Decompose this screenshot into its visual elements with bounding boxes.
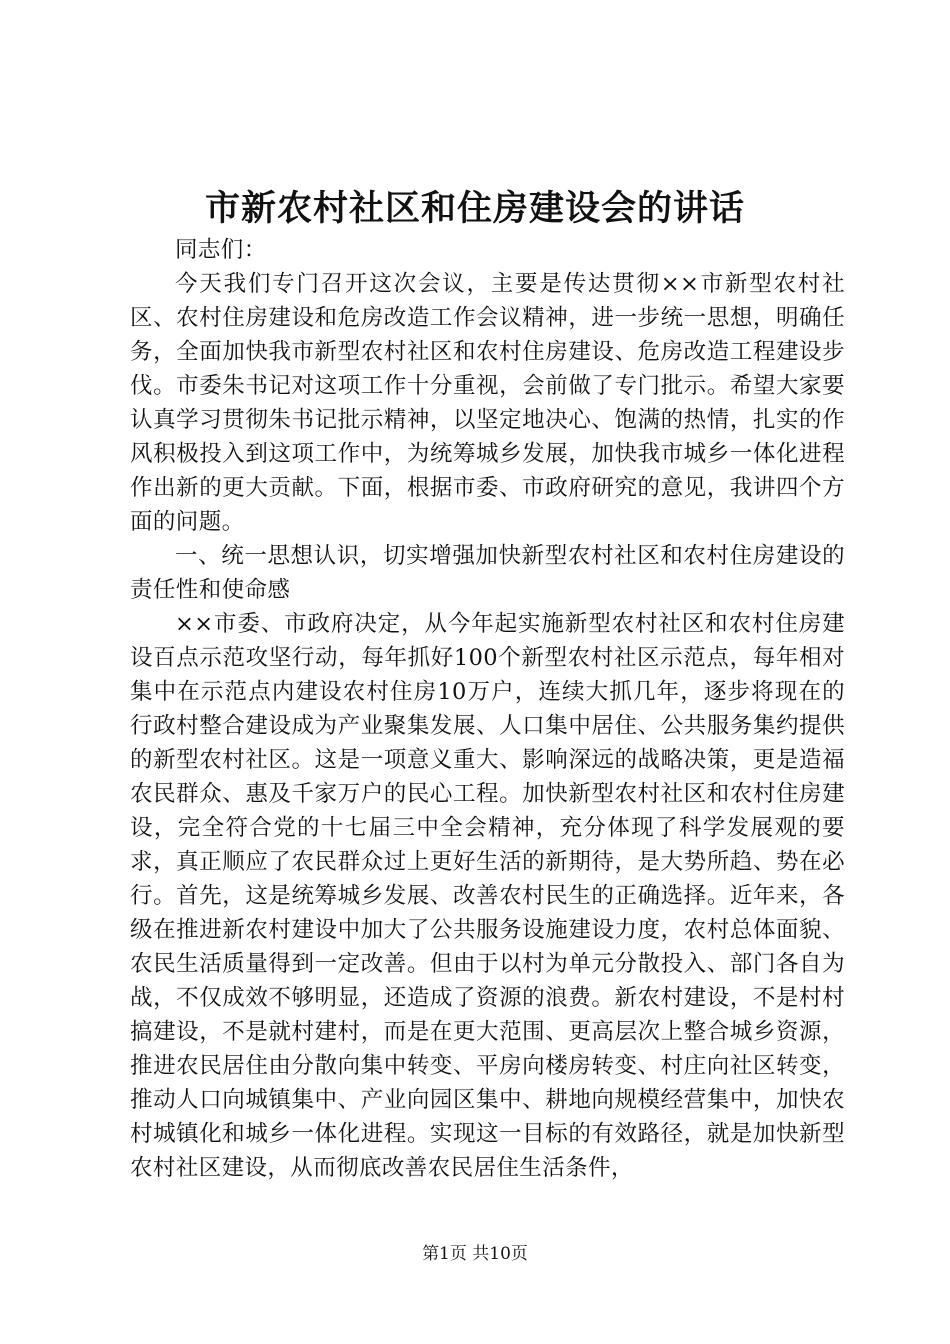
section-heading: 一、统一思想认识，切实增强加快新型农村社区和农村住房建设的责任性和使命感 [130,543,845,603]
intro-paragraph: 今天我们专门召开这次会议，主要是传达贯彻××市新型农村社区、农村住房建设和危房改造工作会议精神，进一步统一思想，明确任务，全面加快我市新型农村社区和农村住房建设、危房改造工程建设步伐。市委朱书记对这项工作十分重视，会前做了专门批示。希望大家要认真学习贯彻朱书记批示精神，以坚定地决心、饱满的热情，扎实的作风积极投入到这项工作中，为统筹城乡发展，加快我市城乡一体化进程作出新的更大贡献。下面，根据市委、市政府研究的意见，我讲四个方面的问题。 [130,271,845,535]
body-paragraph: ××市委、市政府决定，从今年起实施新型农村社区和农村住房建设百点示范攻坚行动，每年抓好100个新型农村社区示范点，每年相对集中在示范点内建设农村住房10万户，连续大抓几年，逐步将现在的行政村整合建设成为产业聚集发展、人口集中居住、公共服务集约提供的新型农村社区。这是一项意义重大、影响深远的战略决策，更是造福农民群众、惠及千家万户的民心工程。加快新型农村社区和农村住房建设，完全符合党的十七届三中全会精神，充分体现了科学发展观的要求，真正顺应了农民群众过上更好生活的新期待，是大势所趋、势在必行。首先，这是统筹城乡发展、改善农村民生的正确选择。近年来，各级在推进新农村建设中加大了公共服务设施建设力度，农村总体面貌、农民生活质量得到一定改善。但由于以村为单元分散投入、部门各自为战，不仅成效不够明显，还造成了资源的浪费。新农村建设，不是村村搞建设，不是就村建村，而是在更大范围、更高层次上整合城乡资源，推进农民居住由分散向集中转变、平房向楼房转变、村庄向社区转变，推动人口向城镇集中、产业向园区集中、耕地向规模经营集中，加快农村城镇化和城乡一体化进程。实现这一目标的有效路径，就是加快新型农村社区建设，从而彻底改善农民居住生活条件， [130,611,845,1181]
document-title: 市新农村社区和住房建设会的讲话 [204,188,745,229]
page-number-footer: 第1页 共10页 [422,1244,528,1264]
salutation-paragraph: 同志们： [175,237,267,263]
document-body [130,233,845,1185]
